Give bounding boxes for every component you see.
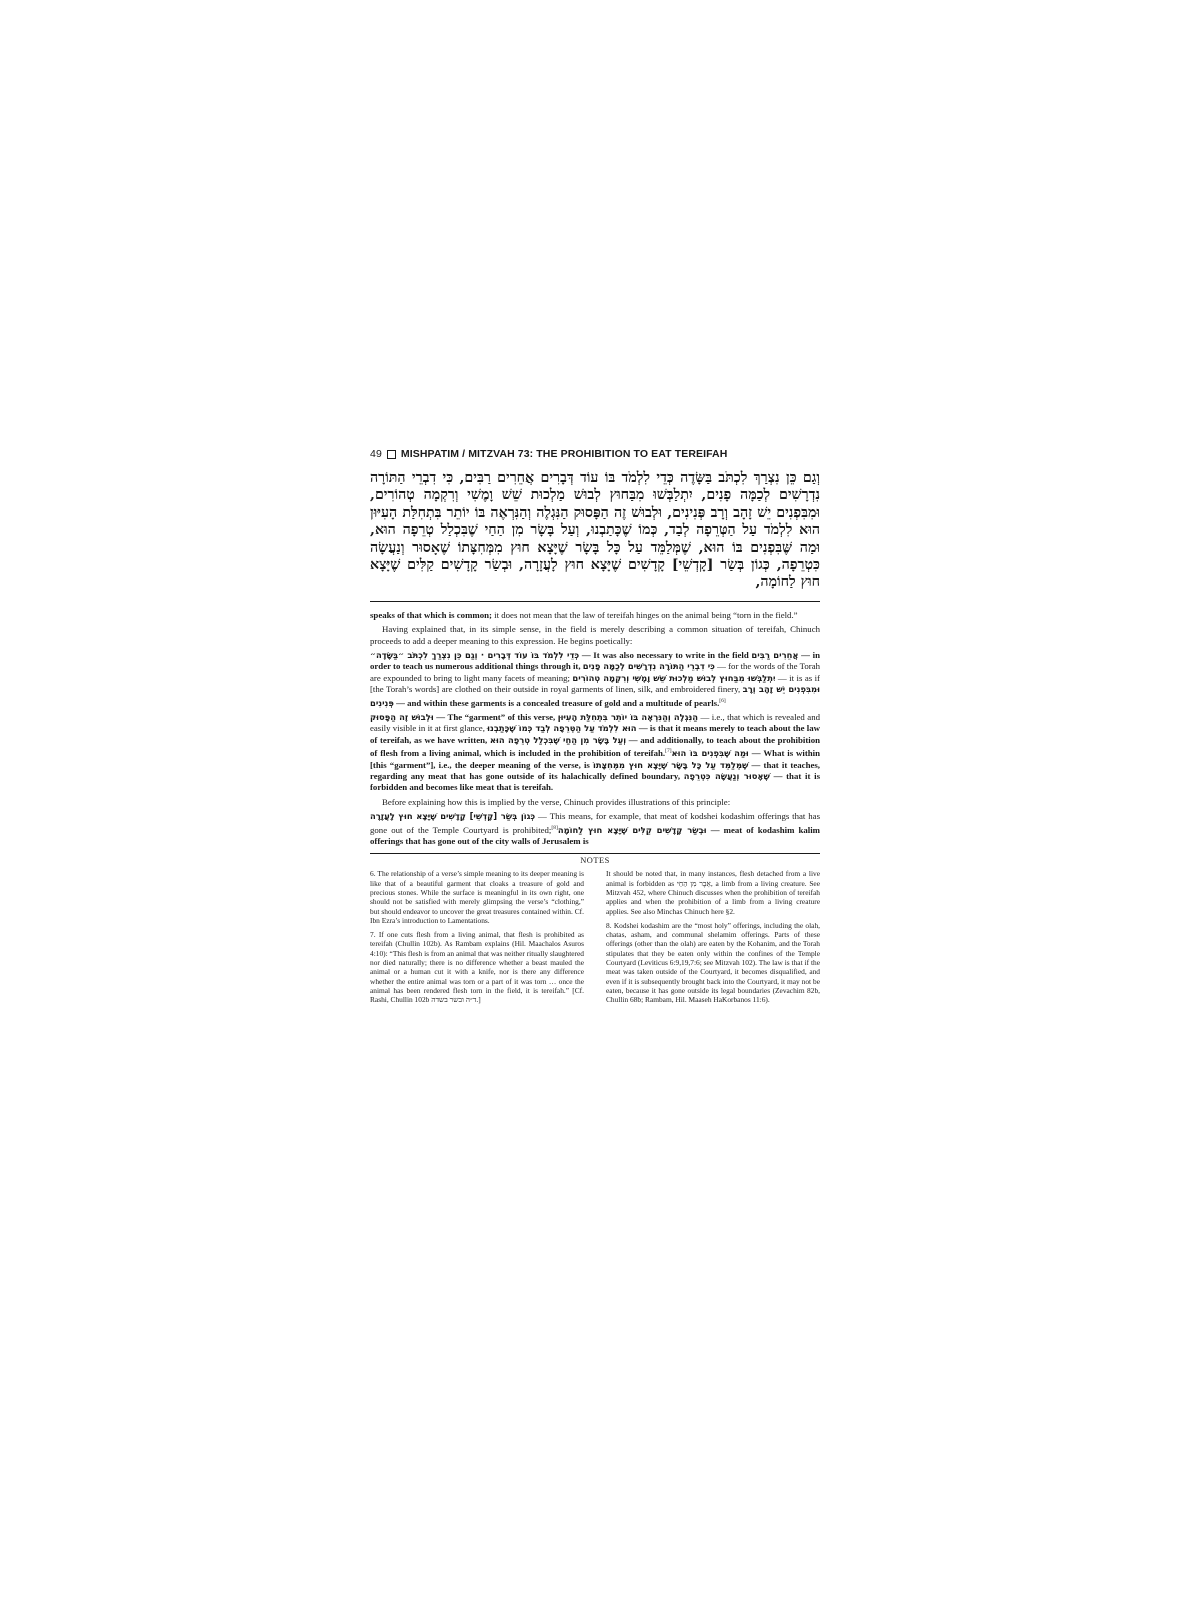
note-7-continued: It should be noted that, in many instances, flesh detached from a live animal is forbidden as אֵבֶר מִן הַחַי, a limb from a living creature. See Mitzvah 452, where Chinuch discusses when the prohibition of tereifah applies and when the prohibition of a limb from a living creature applies. See also Minchas Chinuch here §2. (606, 869, 820, 916)
notes-column-left (370, 869, 584, 1009)
header-title: MISHPATIM / MITZVAH 73: THE PROHIBITION TO EAT TEREIFAH (400, 448, 728, 460)
commentary-paragraph (370, 712, 820, 794)
commentary-paragraph: Having explained that, in its simple sense, in the field is merely describing a common situation of tereifah, Chinuch proceeds to add a deeper meaning to this expression. He begins poetically: (370, 624, 820, 646)
hebrew-quote: הוּא לִלְמֹד עַל הַטְּרֵפָה לְבַד כְּמוֹ שֶׁכָּתַבְנוּ (487, 723, 637, 734)
footnote-ref: [6] (719, 697, 726, 704)
running-header (370, 448, 820, 460)
commentary-paragraph (370, 811, 820, 847)
hebrew-quote: כִּי דִבְרֵי הַתּוֹרָה נִדְרָשִׁים לְכַמָּה פָנִים (582, 661, 715, 672)
hebrew-quote: כְּגוֹן בְּשַׂר [קָדְשֵׁי] קָדָשִׁים שֶׁיָּצָא חוּץ לָעֲזָרָה (370, 811, 536, 822)
bold-phrase: speaks of that which is common; (370, 609, 492, 620)
note-8: 8. Kodshei kodashim are the “most holy” offerings, including the olah, chatas, asham, and communal shelamim offerings. Parts of these offerings (other than the olah) are eaten by the Kohanim, and the Torah stipulates that they be eaten only within the confines of the Temple Courtyard (Leviticus 6:9,19,7:6; see Mitzvah 102). The law is that if the meat was taken outside of the Courtyard, it becomes disqualified, and even if it is subsequently brought back into the Courtyard, it may not be eaten, because it has gone outside its legal boundaries (Zevachim 82b, Chullin 68b; Rambam, Hil. Maaseh HaKorbanos 11:6). (606, 920, 820, 1005)
hebrew-source-text: וְגַם כֵּן נִצְרַךְ לִכְתֹּב בַּשָּׂדֶה כְּדֵי לִלְמֹד בּוֹ עוֹד דְּבָרִים אֲחֵרִים רַבִּים, כִּי דִבְרֵי הַתּוֹרָה נִדְרָשִׁים לְכַמָּה פָנִים, יִתְלַבְּשׁוּ מִבַּחוּץ לְבוּשׁ מַלְכוּת שֵׁשׁ וָמֶשִׁי וְרִקְמָה טְהוֹרִים, וּמִבִּפְנִים יֵשׁ זָהָב וְרָב פְּנִינִים, וּלְבוּשׁ זֶה הַפָּסוּק הַנִּגְלֶה וְהַנִּרְאֶה בּוֹ יוֹתֵר בִּתְחִלַּת הָעִיּוּן הוּא לִלְמֹד עַל הַטְּרֵפָה לְבַד, כְּמוֹ שֶׁכָּתַבְנוּ, וְעַל בָּשָׂר מִן הַחַי שֶׁבִּכְלַל טְרֵפָה הוּא, וּמַה שֶּׁבִּפְנִים בּוֹ הוּא, שֶׁמְּלַמֵּד עַל כָּל בָּשָׂר שֶׁיָּצָא חוּץ מִמְּחִצָּתוֹ שֶׁאָסוּר וְנַעֲשָׂה כִּטְרֵפָה, כְּגוֹן בְּשַׂר [קָדְשֵׁי] קָדָשִׁים שֶׁיָּצָא חוּץ לָעֲזָרָה, וּבְשַׂר קָדָשִׁים קַלִּים שֶׁיָּצָא חוּץ לַחוֹמָה, (370, 470, 820, 591)
text-run: — It was also necessary to write in the field (579, 650, 752, 661)
commentary (370, 610, 820, 847)
hebrew-quote: יִתְלַבְּשׁוּ מִבַּחוּץ לְבוּשׁ מַלְכוּת שֵׁשׁ וָמֶשִׁי וְרִקְמָה טְהוֹרִים (572, 672, 776, 683)
text-run: it does not mean that the law of tereifah hinges on the animal being “torn in the field.” (491, 609, 798, 620)
hebrew-quote: אֲחֵרִים רַבִּים (751, 650, 799, 661)
text-run: — in order to teach us numerous additional things through it, (370, 650, 820, 672)
text-run: — it is as if [the Torah’s words] are clothed on their outside in royal garments of linen, silk, and embroidered finery, (370, 672, 820, 695)
footnote-ref: [7] (665, 748, 672, 755)
page-number: 49 (370, 448, 382, 460)
divider (370, 853, 820, 854)
text-run: — is that it means merely to teach about the law of tereifah, as we have written, (370, 723, 820, 745)
hebrew-quote: שֶׁאָסוּר וְנַעֲשָׂה כִּטְרֵפָה (683, 770, 770, 781)
text-run: — that it teaches, regarding any meat that has gone outside of its halachically defined boundary, (370, 759, 820, 781)
notes-column-right (606, 869, 820, 1009)
hebrew-quote: וּבְשַׂר קָדָשִׁים קַלִּים שֶׁיָּצָא חוּץ לַחוֹמָה (557, 824, 707, 835)
commentary-paragraph (370, 650, 820, 709)
text-run: — What is within [this “garment”], i.e., the deeper meaning of the verse, is (370, 748, 820, 770)
hebrew-quote: וּמַה שֶּׁבִּפְנִים בּוֹ הוּא (671, 748, 749, 759)
book-page (370, 448, 820, 1009)
text-run: — and additionally, to teach about the prohibition of flesh from a living animal, which is included in the prohibition of tereifah. (370, 734, 821, 759)
footnote-ref: [8] (551, 824, 558, 831)
commentary-paragraph (370, 610, 820, 621)
divider (370, 601, 820, 602)
text-run: — and within these garments is a concealed treasure of gold and a multitude of pearls. (393, 697, 720, 708)
hebrew-quote: הַנִּגְלֶה וְהַנִּרְאֶה בּוֹ יוֹתֵר בִּתְחִלַּת הָעִיּוּן (557, 712, 698, 723)
hebrew-quote: שֶׁמְּלַמֵּד עַל כָּל בָּשָׂר שֶׁיָּצָא חוּץ מִמְּחִצָּתוֹ (593, 759, 749, 770)
hebrew-quote: כְּדֵי לִלְמֹד בּוֹ עוֹד דְּבָרִים · וְגַם כֵּן נִצְרַךְ לִכְתֹּב ״בַּשָּׂדֶה״ (370, 650, 580, 661)
hebrew-quote: וְעַל בָּשָׂר מִן הַחַי שֶׁבִּכְלַל טְרֵפָה הוּא (489, 734, 627, 745)
note-6: 6. The relationship of a verse’s simple meaning to its deeper meaning is like that of a beautiful garment that cloaks a treasure of gold and precious stones. While the surface is meaningful in its own right, one should not be satisfied with merely glimpsing the verse’s “clothing,” but should endeavor to uncover the great treasures contained within. Cf. Ibn Ezra’s introduction to Lamentations. (370, 869, 584, 925)
notes-section (370, 869, 820, 1009)
note-7: 7. If one cuts flesh from a living animal, that flesh is prohibited as tereifah (Chullin 102b). As Rambam explains (Hil. Maachalos Asuros 4:10): “This flesh is from an animal that was neither ritually slaughtered nor died naturally; there is no difference whether a beast mauled the animal or a human cut it with a knife, nor is there any difference whether the entire animal was torn or a part of it was torn … once the animal has been rendered flesh torn in the field, it is tereifah.” [Cf. Rashi, Chullin 102b ד״ה ובשר בשדה.] (370, 930, 584, 1005)
notes-heading: NOTES (580, 856, 610, 866)
hebrew-quote: וּמִבִּפְנִים יֵשׁ זָהָב וְרָב פְּנִינִים (370, 684, 820, 708)
text-run: — for the words of the Torah are expounded to bring to light many facets of meaning; (370, 661, 820, 683)
square-bullet-icon (387, 450, 396, 459)
text-run: — i.e., that which is revealed and easily visible in it at first glance, (370, 712, 820, 734)
text-run: — This means, for example, that meat of kodshei kodashim offerings that has gone out of the Temple Courtyard is prohibited; (370, 811, 821, 835)
commentary-paragraph: Before explaining how this is implied by the verse, Chinuch provides illustrations of this principle: (382, 796, 731, 807)
text-run: — meat of kodashim kalim offerings that has gone out of the city walls of Jerusalem is (370, 824, 821, 846)
text-run: — that it is forbidden and becomes like meat that is tereifah. (370, 770, 820, 793)
hebrew-quote: וּלְבוּשׁ זֶה הַפָּסוּק (370, 712, 434, 723)
text-run: — The “garment” of this verse, (433, 712, 558, 723)
